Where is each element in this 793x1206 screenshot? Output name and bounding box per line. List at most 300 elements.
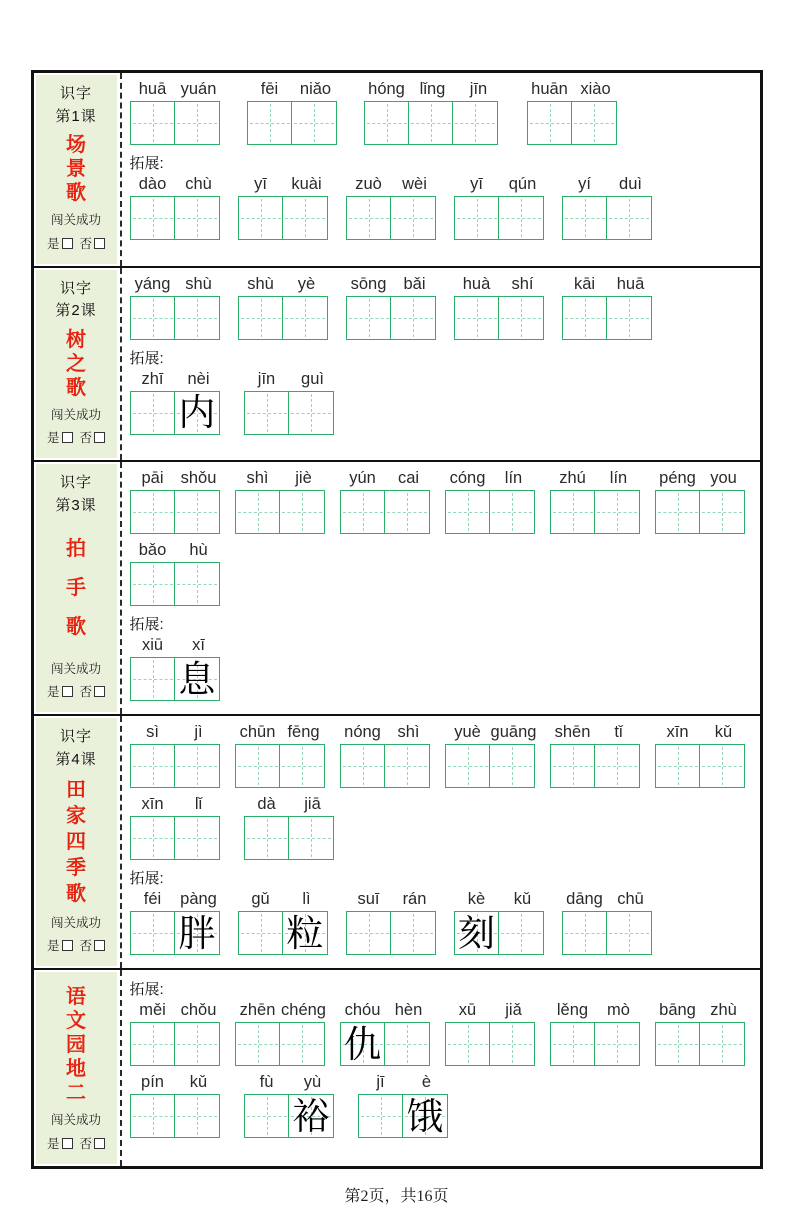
pinyin-syllable: shù [185,274,212,293]
lesson-sidebar [34,462,120,714]
pass-success-label: 闯关成功 [50,660,101,676]
pinyin-syllable: lǐ [194,795,203,813]
lesson-title-char: 拍 [66,535,86,560]
writing-cell [655,1022,701,1066]
lesson-title-char: 歌 [66,180,86,204]
pinyin-syllable: pàng [180,890,217,908]
writing-cell [550,1022,596,1066]
pinyin-label [445,1001,537,1020]
pinyin-syllable: xīn [141,795,164,813]
writing-grid [562,296,654,340]
pinyin-syllable: xiū [141,636,164,654]
writing-grid [130,562,222,606]
lesson-title-char: 季 [66,854,86,879]
pinyin-syllable: qún [508,175,537,193]
word-group [244,1073,336,1138]
pass-area [47,911,105,959]
word-group [130,890,222,955]
pinyin-label [238,175,330,194]
pinyin-label [238,275,330,294]
pinyin-syllable: lín [504,469,523,487]
word-group [235,1001,327,1066]
checkbox-yes-icon [62,686,73,697]
pass-no-label: 否 [79,684,93,700]
writing-grid [238,296,330,340]
writing-cell [445,490,491,534]
word-group [550,1001,642,1066]
writing-grid [454,911,546,955]
pass-area [47,403,105,451]
writing-cell [655,744,701,788]
pass-checkbox-row [47,232,105,256]
pinyin-syllable: chóu [344,1001,381,1019]
pinyin-syllable: jì [194,723,203,741]
writing-cell [562,296,608,340]
word-group [454,275,546,340]
word-group [527,80,619,145]
word-group [238,175,330,240]
word-group [454,175,546,240]
pinyin-syllable: bāng [659,1001,696,1019]
pinyin-label [130,795,222,814]
writing-grid [130,911,222,955]
lesson-content [120,970,760,1166]
writing-grid [130,657,222,701]
pinyin-syllable: sì [146,723,159,741]
writing-cell [130,1022,176,1066]
writing-cell [288,1094,334,1138]
pinyin-syllable: yáng [134,274,171,293]
pinyin-syllable: sōng [350,274,387,293]
writing-cell [174,391,220,435]
word-group [238,890,330,955]
writing-cell [571,101,617,145]
writing-grid [235,490,327,534]
pinyin-syllable: yuán [180,80,217,98]
writing-cell [244,1094,290,1138]
word-row [130,370,756,435]
pinyin-syllable: chūn [239,723,276,741]
writing-cell [174,1022,220,1066]
lesson-heading [55,472,96,517]
lesson-sidebar-panel [36,75,117,264]
pinyin-syllable: yè [297,274,316,293]
pinyin-label [655,1001,747,1020]
lesson-title [66,771,86,911]
expand-section-label: 拓展: [129,349,164,367]
pinyin-syllable: è [421,1073,432,1091]
writing-cell [346,196,392,240]
writing-cell [130,744,176,788]
pinyin-label [550,723,642,742]
word-group [130,275,222,340]
pass-yes-label: 是 [46,235,60,251]
pinyin-syllable: kè [467,890,486,908]
writing-grid [550,1022,642,1066]
lesson-title [66,128,86,208]
lesson-heading-line: 第4课 [55,750,97,768]
pass-yes-label: 是 [46,684,60,700]
pinyin-syllable: mò [607,1001,630,1019]
pass-checkbox-row [47,934,105,958]
pinyin-label [655,469,747,488]
pass-yes-label: 是 [46,430,60,446]
lesson-section [34,73,760,266]
writing-cell [130,391,176,435]
pinyin-label [244,1073,336,1092]
writing-cell [282,296,328,340]
pass-option-yes [47,1136,73,1151]
lesson-heading-line: 第1课 [55,107,97,125]
writing-cell [174,196,220,240]
writing-cell [174,101,220,145]
pinyin-syllable: fēi [260,80,279,98]
writing-grid [238,911,330,955]
pinyin-syllable: kǔ [189,1073,208,1091]
written-character: 裕 [292,1094,330,1138]
pinyin-syllable: shí [511,274,534,293]
expand-section-label: 拓展: [129,616,164,633]
word-group [454,890,546,955]
lesson-title-char: 地 [66,1056,86,1080]
pinyin-syllable: jīn [257,369,276,388]
writing-grid [340,490,432,534]
lesson-heading-line: 第2课 [55,302,97,319]
lesson-sidebar [34,716,120,968]
pass-checkbox-row [47,1132,105,1156]
pinyin-syllable: jīn [469,80,488,98]
pinyin-syllable: niǎo [299,80,332,98]
word-group [244,795,336,860]
word-row [130,541,756,606]
word-row [130,890,756,955]
lesson-sidebar-panel [36,464,117,712]
lesson-title-char: 二 [66,1080,86,1104]
lesson-title-char: 手 [66,574,86,599]
writing-cell [174,562,220,606]
writing-cell [454,196,500,240]
pinyin-syllable: kǔ [714,723,733,741]
word-group [130,80,222,145]
pinyin-label [340,469,432,488]
pinyin-syllable: yī [254,175,267,193]
writing-cell [174,816,220,860]
writing-cell [390,196,436,240]
word-group [130,723,222,788]
word-group [445,469,537,534]
pinyin-label [235,723,327,742]
checkbox-yes-icon [62,1138,73,1149]
lesson-heading [55,83,96,128]
pinyin-syllable: yí [578,175,591,193]
writing-cell [238,196,284,240]
writing-cell [340,490,386,534]
word-row [130,1001,756,1066]
word-group [364,80,502,145]
pinyin-syllable: měi [139,1001,166,1019]
writing-cell [340,1022,386,1066]
lesson-title-char: 家 [66,802,86,827]
pass-checkbox-row [47,680,105,704]
writing-cell [282,196,328,240]
pinyin-label [235,469,327,488]
pinyin-label [562,175,654,194]
word-group [130,370,222,435]
pass-option-no [80,684,106,699]
pinyin-syllable: kuài [291,175,322,193]
pass-success-label: 闯关成功 [50,914,101,930]
written-character: 饿 [406,1094,444,1138]
pinyin-syllable: péng [659,469,696,487]
pinyin-label [445,469,537,488]
writing-grid [244,391,336,435]
word-group [655,723,747,788]
pinyin-syllable: fù [259,1073,274,1091]
pinyin-syllable: shù [247,274,274,293]
pinyin-label [130,175,222,194]
lesson-heading [55,278,96,323]
pass-option-yes [47,236,73,251]
pinyin-label [130,1001,222,1020]
pass-no-label: 否 [79,430,93,446]
word-group [130,1073,222,1138]
writing-cell [594,490,640,534]
pinyin-syllable: zhù [710,1001,737,1019]
pass-option-no [80,938,106,953]
pinyin-label [130,370,222,389]
lesson-section [34,968,760,1166]
writing-grid [364,101,502,145]
pinyin-label [130,541,222,560]
pinyin-syllable: hù [189,541,208,559]
pinyin-label [364,80,502,99]
written-character: 刻 [458,911,495,955]
pinyin-syllable: zuò [355,175,382,193]
writing-cell [174,490,220,534]
written-character: 胖 [178,911,216,955]
lesson-sidebar [34,970,120,1166]
word-group [445,1001,537,1066]
pass-option-yes [47,938,73,953]
writing-cell [489,744,535,788]
writing-grid [346,911,438,955]
writing-grid [235,744,327,788]
pass-option-no [80,1136,106,1151]
writing-cell [291,101,337,145]
writing-cell [384,1022,430,1066]
writing-cell [454,911,500,955]
writing-grid [346,196,438,240]
word-group [562,275,654,340]
word-group [238,275,330,340]
writing-grid [130,391,222,435]
word-group [340,469,432,534]
pinyin-syllable: zhēn [239,1001,276,1019]
writing-cell [606,196,652,240]
writing-grid [445,744,537,788]
writing-cell [244,391,290,435]
writing-grid [562,196,654,240]
writing-cell [606,911,652,955]
checkbox-no-icon [94,686,105,697]
lesson-sidebar-panel [36,718,117,966]
word-row [130,80,756,145]
pass-success-label: 闯关成功 [50,212,101,227]
pinyin-syllable: shēn [554,723,591,741]
word-group [130,175,222,240]
pinyin-syllable: jiā [304,795,321,813]
writing-cell [346,296,392,340]
word-row [130,795,756,860]
pinyin-syllable: huā [616,274,645,293]
pass-area [47,208,105,256]
lesson-title-char: 场 [66,132,86,156]
pass-no-label: 否 [79,235,93,251]
pinyin-syllable: gǔ [251,890,270,908]
lesson-sidebar [34,268,120,461]
pinyin-syllable: wèi [402,175,427,193]
writing-grid [655,1022,747,1066]
pinyin-syllable: yún [349,469,376,487]
pinyin-syllable: cai [397,469,420,487]
writing-cell [130,490,176,534]
pinyin-label [550,1001,642,1020]
pinyin-syllable: lì [302,890,311,908]
pinyin-label [340,723,432,742]
pinyin-syllable: huā [138,80,167,98]
pinyin-syllable: jiǎ [505,1001,522,1019]
pinyin-syllable: lǐng [419,80,446,98]
pinyin-syllable: guāng [490,723,537,741]
writing-cell [454,296,500,340]
writing-cell [174,1094,220,1138]
lesson-sidebar-panel [36,972,117,1164]
pinyin-syllable: pāi [141,469,164,487]
pinyin-syllable: duì [619,175,642,193]
pass-option-yes [47,430,73,445]
lesson-title-char: 歌 [66,880,86,905]
pinyin-label [130,723,222,742]
pinyin-syllable: jiè [295,469,312,487]
word-row [130,723,756,788]
writing-cell [130,562,176,606]
writing-grid [358,1094,450,1138]
writing-grid [130,490,222,534]
writing-grid [340,1022,432,1066]
lesson-title-char: 文 [66,1008,86,1032]
pinyin-syllable: féi [143,890,162,908]
writing-cell [130,1094,176,1138]
word-group [340,723,432,788]
pinyin-label [454,275,546,294]
word-group [655,1001,747,1066]
word-group [346,890,438,955]
pinyin-label [346,275,438,294]
writing-cell [244,816,290,860]
lesson-heading-line: 识字 [59,474,92,491]
lesson-section [34,714,760,968]
lesson-content [120,268,760,461]
writing-cell [235,1022,281,1066]
worksheet-table [31,70,763,1169]
pinyin-syllable: huān [531,80,568,98]
lesson-heading [55,726,96,771]
word-group [562,175,654,240]
writing-cell [238,296,284,340]
writing-grid [235,1022,327,1066]
pinyin-syllable: kāi [573,274,596,293]
writing-cell [130,101,176,145]
pinyin-label [527,80,619,99]
writing-cell [174,657,220,701]
pinyin-label [130,275,222,294]
lesson-heading-line: 识字 [59,85,92,102]
word-group [130,469,222,534]
word-row [130,175,756,240]
writing-grid [130,744,222,788]
writing-cell [384,490,430,534]
pinyin-label [346,890,438,909]
word-row [130,469,756,534]
writing-cell [130,816,176,860]
writing-grid [130,101,222,145]
written-character: 粒 [286,911,324,955]
lesson-heading-line: 识字 [59,279,92,297]
pinyin-syllable: chū [617,890,644,908]
writing-cell [238,911,284,955]
word-group [346,275,438,340]
writing-cell [594,744,640,788]
word-group [655,469,747,534]
writing-grid [346,296,438,340]
pinyin-syllable: rán [402,890,427,908]
pinyin-syllable: kǔ [513,890,532,908]
writing-cell [247,101,293,145]
word-group [562,890,654,955]
pinyin-syllable: shǒu [180,469,217,487]
word-group [445,723,537,788]
lesson-content [120,716,760,968]
pinyin-label [130,1073,222,1092]
pinyin-syllable: fēng [287,723,320,741]
writing-cell [390,911,436,955]
writing-grid [130,1022,222,1066]
lesson-content [120,462,760,714]
writing-cell [235,744,281,788]
pass-no-label: 否 [79,938,93,954]
lesson-title-char: 四 [66,828,86,853]
writing-cell [699,1022,745,1066]
writing-cell [174,744,220,788]
writing-cell [279,490,325,534]
writing-grid [527,101,619,145]
lesson-title [66,517,86,657]
writing-grid [550,490,642,534]
pinyin-label [130,469,222,488]
lesson-title [66,980,86,1108]
checkbox-no-icon [94,1138,105,1149]
checkbox-no-icon [94,940,105,951]
writing-grid [445,1022,537,1066]
writing-grid [244,1094,336,1138]
writing-grid [340,744,432,788]
pinyin-label [130,636,222,655]
pass-option-no [80,430,106,445]
writing-cell [279,1022,325,1066]
pinyin-label [247,80,339,99]
writing-cell [279,744,325,788]
writing-cell [174,911,220,955]
